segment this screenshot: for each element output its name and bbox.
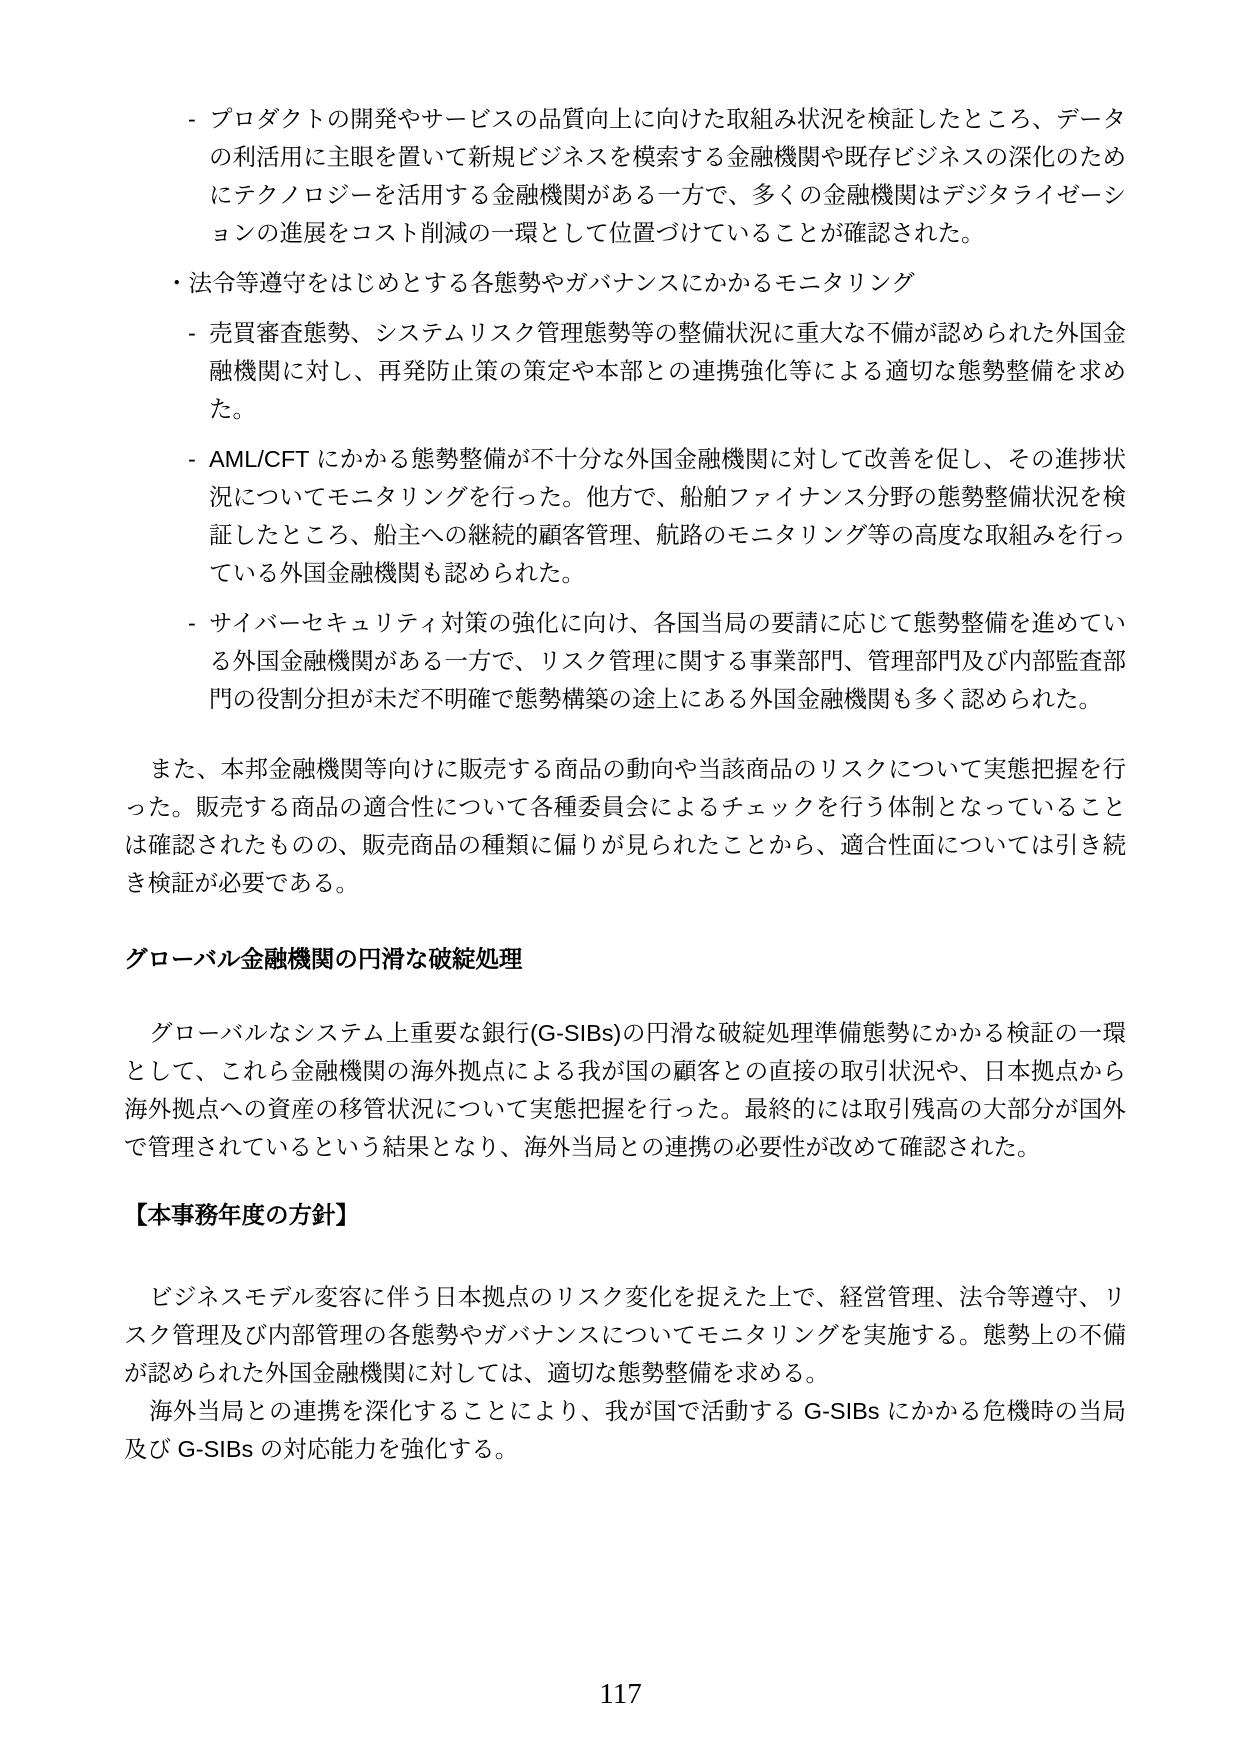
page-number: 117 (599, 1678, 642, 1710)
list-item-product-development (124, 100, 1126, 252)
bullet-marker: ・ (165, 270, 189, 296)
list-item-trade-screening (124, 314, 1126, 428)
list-item-aml-cft (124, 440, 1126, 592)
list-item-text: 法令等遵守をはじめとする各態勢やガバナンスにかかるモニタリング (188, 270, 915, 296)
dash-marker: - (188, 610, 196, 636)
dash-marker: - (188, 320, 196, 346)
paragraph-policy-cooperation: 海外当局との連携を深化することにより、我が国で活動する G-SIBs にかかる危機時の当局及び G-SIBs の対応能力を強化する。 (124, 1398, 1126, 1462)
paragraph-policy-monitoring: ビジネスモデル変容に伴う日本拠点のリスク変化を捉えた上で、経営管理、法令等遵守、リスク管理及び内部管理の各態勢やガバナンスについてモニタリングを実施する。態勢上の不備が認められた外国金融機関に対しては、適切な態勢整備を求める。 (124, 1284, 1126, 1386)
list-item-text: サイバーセキュリティ対策の強化に向け、各国当局の要請に応じて態勢整備を進めている外国金融機関がある一方で、リスク管理に関する事業部門、管理部門及び内部監査部門の役割分担が未だ不明確で態勢構築の途上にある外国金融機関も多く認められた。 (209, 610, 1126, 712)
list-item-text: プロダクトの開発やサービスの品質向上に向けた取組み状況を検証したところ、データの利活用に主眼を置いて新規ビジネスを模索する金融機関や既存ビジネスの深化のためにテクノロジーを活用する金融機関がある一方で、多くの金融機関はデジタライゼーションの進展をコスト削減の一環として位置づけていることが確認された。 (209, 106, 1126, 246)
paragraph-gsibs-resolution: グローバルなシステム上重要な銀行(G-SIBs)の円滑な破綻処理準備態勢にかかる検証の一環として、これら金融機関の海外拠点による我が国の顧客との直接の取引状況や、日本拠点から海外拠点への資産の移管状況について実態把握を行った。最終的には取引残高の大部分が国外で管理されているという結果となり、海外当局との連携の必要性が改めて確認された。 (124, 1020, 1126, 1160)
dash-marker: - (188, 106, 196, 132)
paragraph-products-review: また、本邦金融機関等向けに販売する商品の動向や当該商品のリスクについて実態把握を行った。販売する商品の適合性について各種委員会によるチェックを行う体制となっていることは確認されたものの、販売商品の種類に偏りが見られたことから、適合性面については引き続き検証が必要である。 (124, 756, 1126, 896)
list-item-text: AML/CFT にかかる態勢整備が不十分な外国金融機関に対して改善を促し、その進捗状況についてモニタリングを行った。他方で、船舶ファイナンス分野の態勢整備状況を検証したところ、船主への継続的顧客管理、航路のモニタリング等の高度な取組みを行っている外国金融機関も認められた。 (209, 446, 1126, 586)
document-content (124, 100, 1126, 1468)
list-item-compliance-monitoring (124, 264, 1126, 302)
list-item-text: 売買審査態勢、システムリスク管理態勢等の整備状況に重大な不備が認められた外国金融機関に対し、再発防止策の策定や本部との連携強化等による適切な態勢整備を求めた。 (209, 320, 1126, 422)
dash-marker: - (188, 446, 196, 472)
list-item-cybersecurity (124, 604, 1126, 718)
heading-global-resolution: グローバル金融機関の円滑な破綻処理 (124, 946, 523, 972)
heading-policy-this-year: 【本事務年度の方針】 (124, 1202, 359, 1228)
